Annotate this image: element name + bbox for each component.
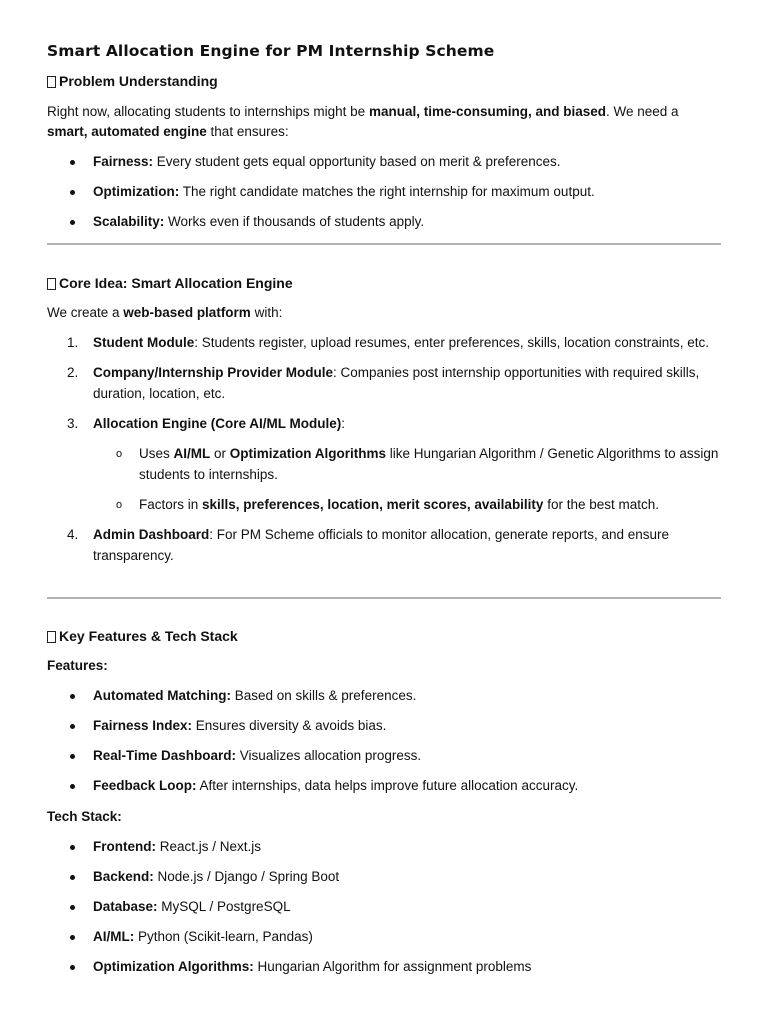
- list-item: Fairness: Every student gets equal opportunity based on merit & preferences.: [47, 152, 721, 173]
- tech-stack-label: Tech Stack:: [47, 808, 122, 824]
- section-features: [47, 626, 721, 977]
- section-heading-core-idea: Core Idea: Smart Allocation Engine: [47, 273, 721, 293]
- sub-list-item: o Uses AI/ML or Optimization Algorithms like Hungarian Algorithm / Genetic Algorithms to assign students to internships.: [116, 446, 719, 482]
- missing-glyph-icon: [47, 631, 56, 643]
- list-item: Backend: Node.js / Django / Spring Boot: [47, 867, 721, 888]
- list-item: 3. Allocation Engine (Core AI/ML Module): o Uses AI/ML or Optimization Algorithms like Hungarian Algorithm / Genetic Algorithms to assign students to internships. o Factors in skills, preferences, location, merit scores, availability for the best match.: [47, 414, 721, 516]
- problem-list: [47, 152, 721, 233]
- core-intro: We create a web-based platform with:: [47, 305, 283, 320]
- list-item: Feedback Loop: After internships, data helps improve future allocation accuracy.: [47, 776, 721, 797]
- section-heading-features: Key Features & Tech Stack: [47, 626, 721, 646]
- problem-intro: Right now, allocating students to internships might be manual, time-consuming, and biased. We need a smart, automated engine that ensures:: [47, 104, 679, 139]
- list-item: Fairness Index: Ensures diversity & avoids bias.: [47, 716, 721, 737]
- list-item: Real-Time Dashboard: Visualizes allocation progress.: [47, 746, 721, 767]
- module-list: [47, 333, 721, 566]
- horizontal-rule: [47, 597, 721, 599]
- features-list: [47, 686, 721, 797]
- section-heading-problem: Problem Understanding: [47, 71, 721, 91]
- document-title: Smart Allocation Engine for PM Internship Scheme: [47, 42, 495, 60]
- horizontal-rule: [47, 243, 721, 245]
- list-item: Scalability: Works even if thousands of students apply.: [47, 212, 721, 233]
- list-item: 2. Company/Internship Provider Module: Companies post internship opportunities with required skills, duration, location, etc.: [67, 365, 700, 401]
- list-item: Optimization: The right candidate matches the right internship for maximum output.: [47, 182, 721, 203]
- list-item: Optimization Algorithms: Hungarian Algorithm for assignment problems: [47, 957, 721, 978]
- list-item: AI/ML: Python (Scikit-learn, Pandas): [47, 927, 721, 948]
- engine-sublist: [93, 444, 721, 515]
- list-item: Automated Matching: Based on skills & preferences.: [47, 686, 721, 707]
- list-item: Frontend: React.js / Next.js: [47, 837, 721, 858]
- section-problem: [47, 71, 721, 233]
- list-item: 4. Admin Dashboard: For PM Scheme officials to monitor allocation, generate reports, and ensure transparency.: [67, 527, 669, 563]
- list-item: Database: MySQL / PostgreSQL: [47, 897, 721, 918]
- section-core-idea: [47, 273, 721, 566]
- list-item: 1. Student Module: Students register, upload resumes, enter preferences, skills, location constraints, etc.: [67, 335, 710, 350]
- sub-list-item: o Factors in skills, preferences, location, merit scores, availability for the best match.: [116, 496, 660, 512]
- tech-stack-list: [47, 837, 721, 978]
- missing-glyph-icon: [47, 278, 56, 290]
- features-label: Features:: [47, 658, 108, 673]
- missing-glyph-icon: [47, 76, 56, 88]
